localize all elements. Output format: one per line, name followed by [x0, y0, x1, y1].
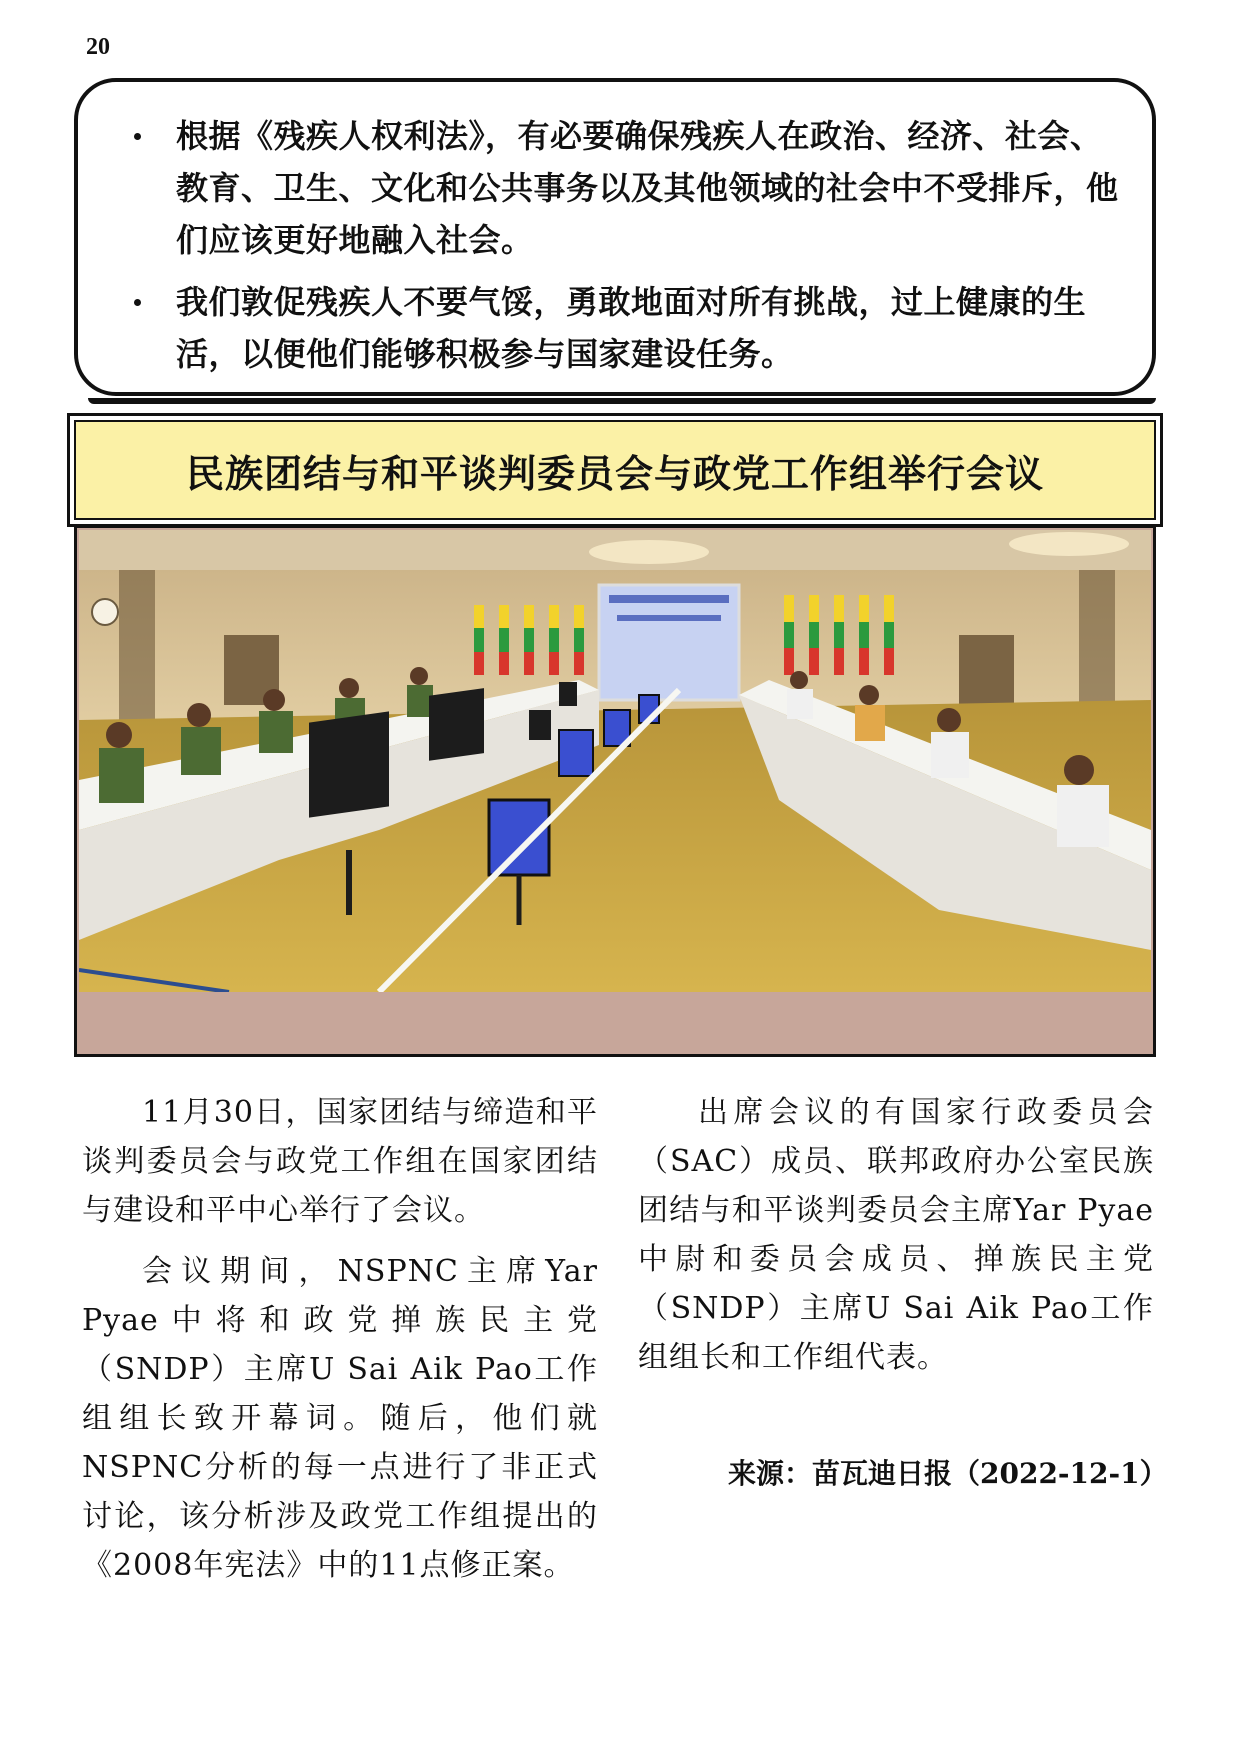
article-paragraph: 11月30日，国家团结与缔造和平谈判委员会与政党工作组在国家团结与建设和平中心举行了会议。	[82, 1095, 598, 1228]
article-source: 来源：苗瓦迪日报（2022-12-1）	[728, 1457, 1168, 1490]
notice-bullet-list	[78, 82, 1152, 380]
bullet-dot-icon	[134, 299, 141, 306]
page-number: 20	[86, 34, 110, 60]
wall-door	[959, 635, 1014, 705]
ceiling-light	[589, 540, 709, 564]
notice-bullet-text: 我们敦促残疾人不要气馁，勇敢地面对所有挑战，过上健康的生活，以便他们能够积极参与国家建设任务。	[176, 283, 1087, 373]
bullet-dot-icon	[134, 133, 141, 140]
projection-screen-text	[617, 615, 721, 621]
article-right-column	[638, 1088, 1154, 1394]
lattice-panel	[1079, 570, 1115, 720]
article-left-column	[82, 1088, 598, 1602]
headline-bar	[74, 420, 1156, 520]
notice-box	[74, 78, 1156, 396]
meeting-photo-frame	[74, 525, 1156, 1057]
lattice-panel	[119, 570, 155, 720]
article-headline: 民族团结与和平谈判委员会与政党工作组举行会议	[185, 450, 1044, 496]
ceiling-light	[1009, 532, 1129, 556]
projection-screen-text	[609, 595, 729, 603]
notice-bullet	[134, 110, 1124, 266]
article-paragraph: 出席会议的有国家行政委员会（SAC）成员、联邦政府办公室民族团结与和平谈判委员会主席Yar Pyae中尉和委员会成员、掸族民主党（SNDP）主席U Sai Aik Pao工作组组长和工作组代表。	[638, 1095, 1154, 1375]
article-paragraph: 会议期间，NSPNC主席Yar Pyae中将和政党掸族民主党（SNDP）主席U Sai Aik Pao工作组组长致开幕词。随后，他们就NSPNC分析的每一点进行了非正式讨论，该分析涉及政党工作组提出的《2008年宪法》中的11点修正案。	[82, 1254, 598, 1583]
wall-clock-icon	[92, 599, 118, 625]
notice-bullet	[134, 276, 1124, 380]
notice-bullet-text: 根据《残疾人权利法》，有必要确保残疾人在政治、经济、社会、教育、卫生、文化和公共事务以及其他领域的社会中不受排斥，他们应该更好地融入社会。	[176, 117, 1119, 259]
meeting-photo	[79, 530, 1151, 992]
